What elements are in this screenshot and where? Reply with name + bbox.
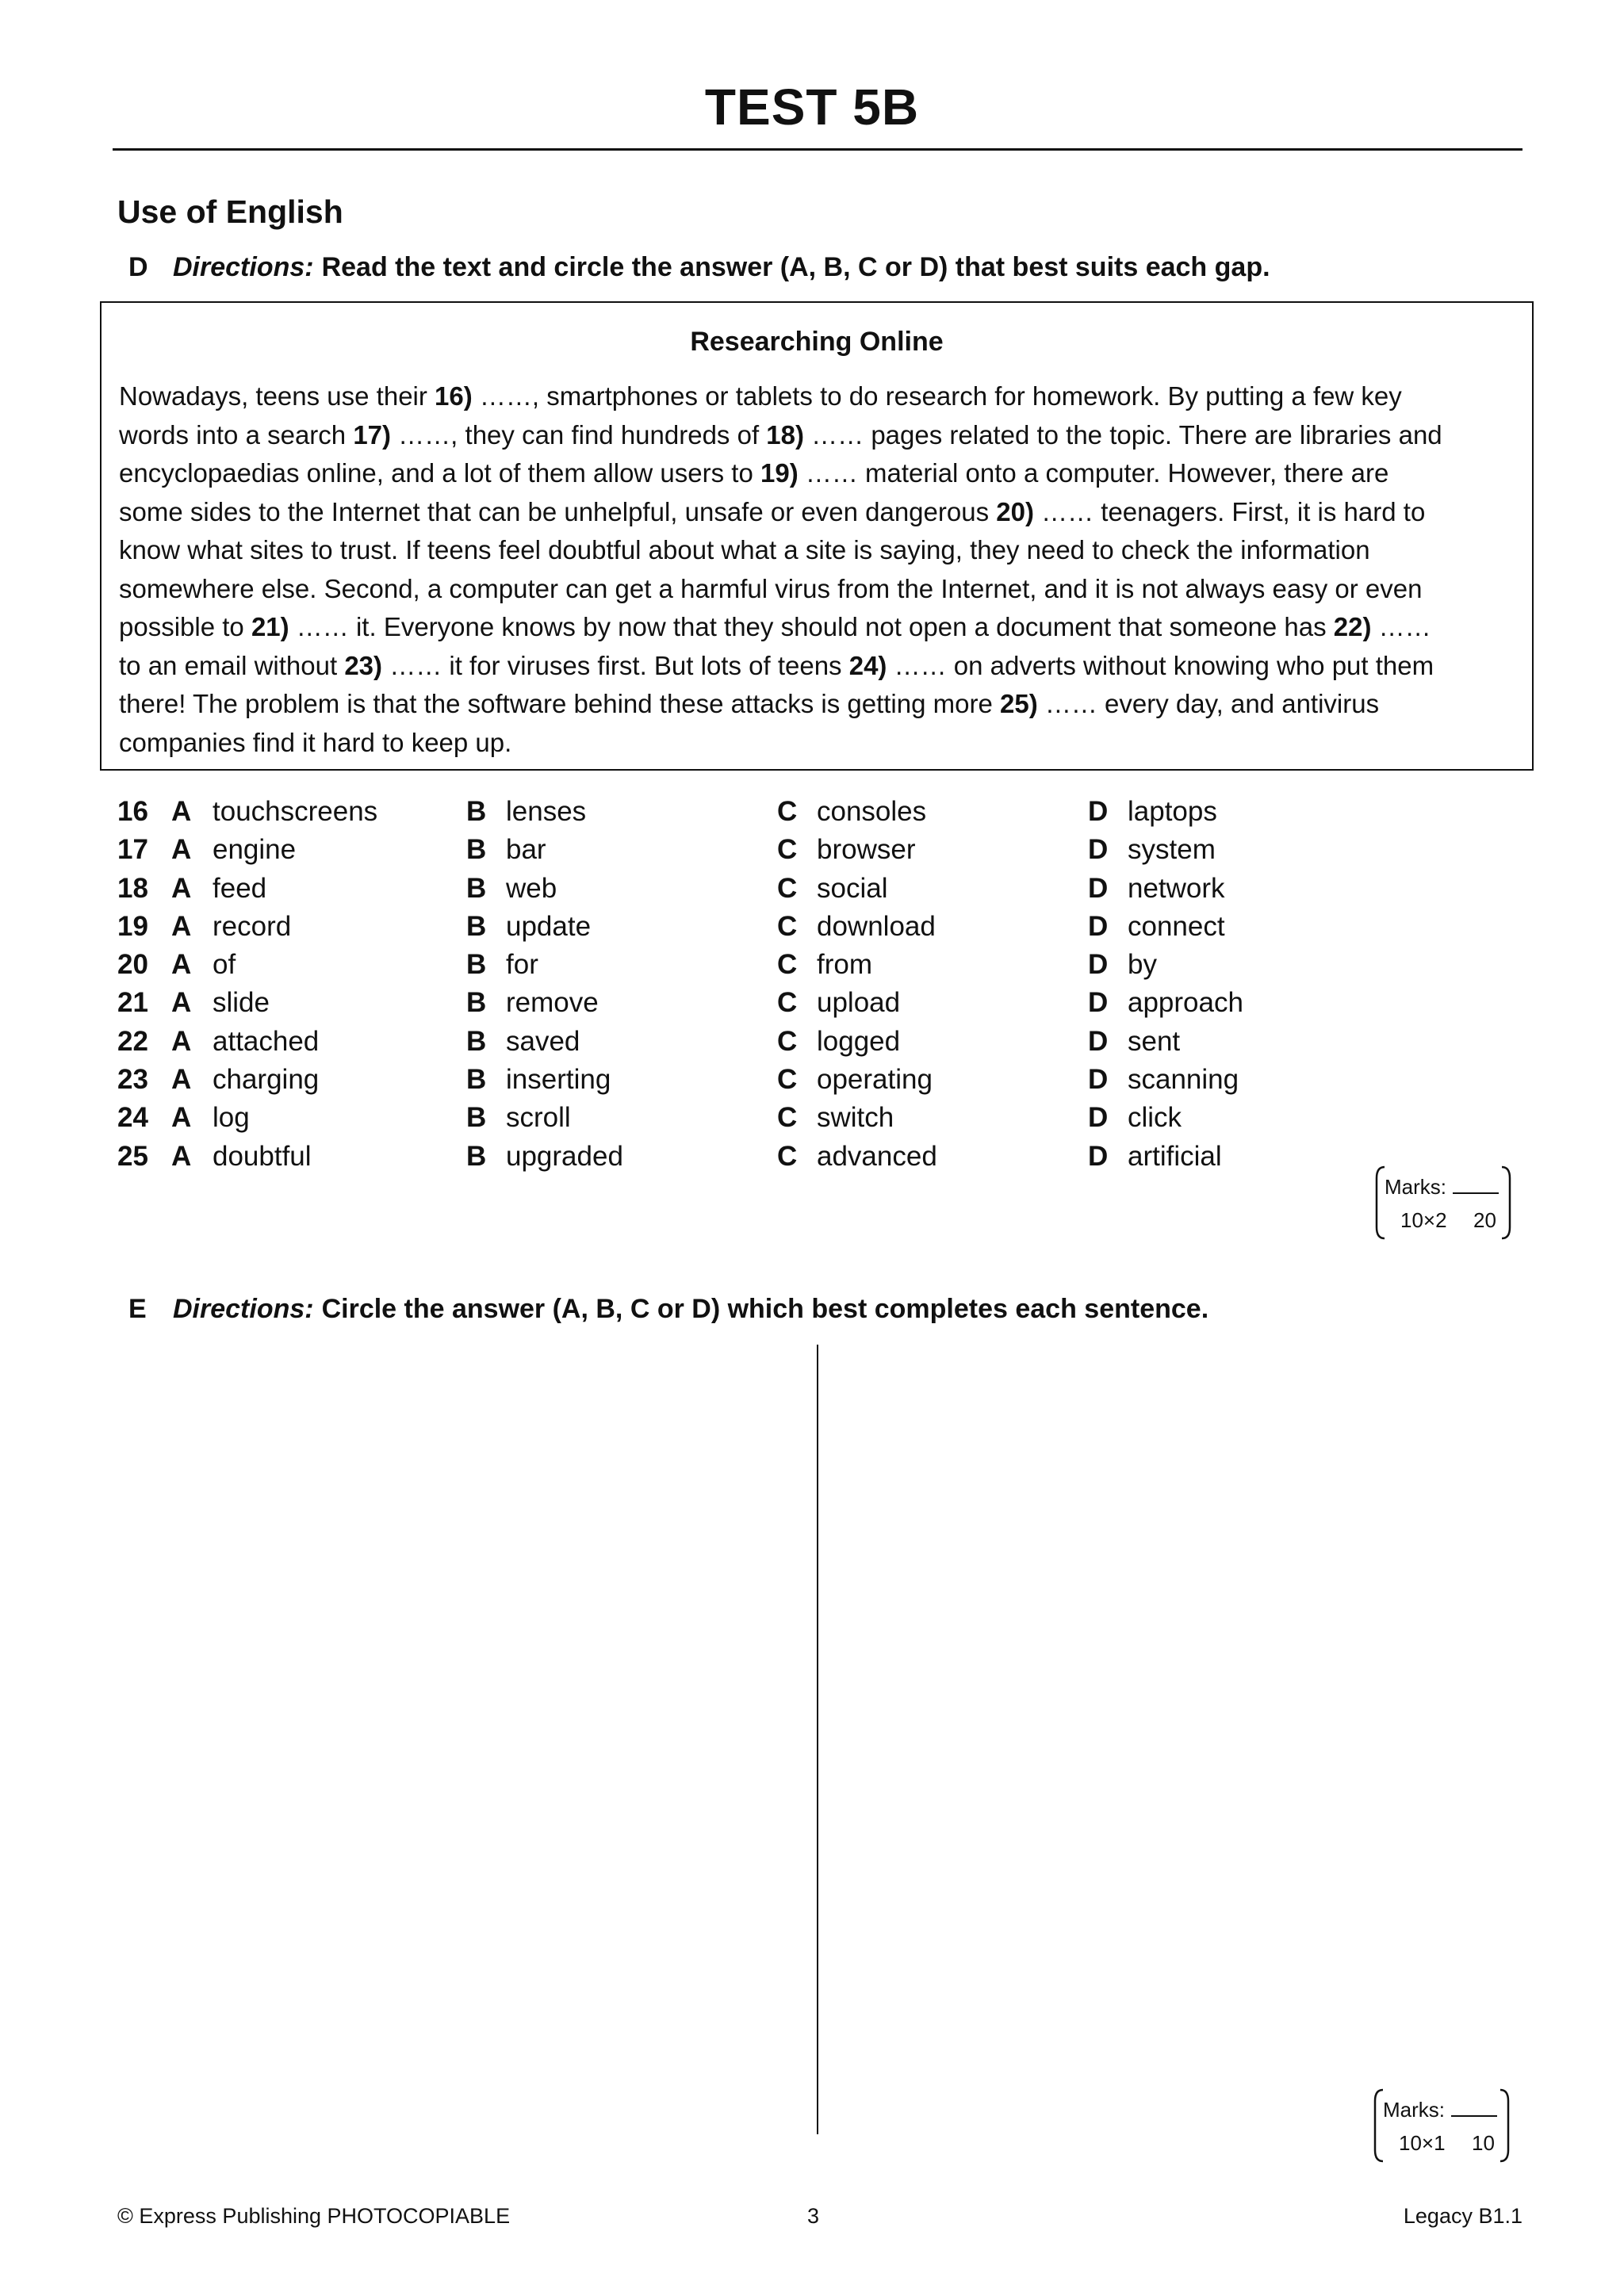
option-letter-a: A — [171, 987, 192, 1019]
option-letter-a: A — [171, 796, 192, 827]
gap-number: 17) — [353, 419, 392, 450]
question-number: 25 — [117, 1140, 148, 1172]
option-row — [117, 946, 1505, 984]
option-c[interactable]: switch — [817, 1102, 894, 1134]
option-b[interactable]: bar — [506, 834, 546, 866]
passage-title: Researching Online — [690, 327, 944, 357]
passage-line — [119, 454, 1442, 493]
passage-text-segment: ……, smartphones or tablets to do research for homework. By putting a few key — [472, 381, 1402, 411]
question-number: 16 — [117, 796, 148, 827]
option-c[interactable]: operating — [817, 1064, 933, 1096]
marks-total: 10 — [1472, 2131, 1495, 2155]
gap-number: 23) — [344, 650, 383, 680]
option-a[interactable]: doubtful — [213, 1140, 312, 1172]
passage-text-segment: somewhere else. Second, a computer can get a harmful virus from the Internet, and it is not always easy or even — [119, 573, 1423, 603]
option-letter-d: D — [1088, 834, 1109, 866]
option-a[interactable]: feed — [213, 872, 267, 904]
question-number: 23 — [117, 1064, 148, 1096]
option-a[interactable]: touchscreens — [213, 796, 378, 827]
question-number: 21 — [117, 987, 148, 1019]
part-e-directions-label: Directions: — [173, 1294, 314, 1324]
passage-text-segment: to an email without — [119, 650, 345, 680]
marks-blank — [1451, 2098, 1497, 2117]
option-row — [117, 831, 1505, 869]
option-row — [117, 870, 1505, 908]
option-d[interactable]: system — [1128, 834, 1216, 866]
part-d-options — [117, 793, 1505, 1176]
question-number: 24 — [117, 1102, 148, 1134]
option-a[interactable]: engine — [213, 834, 297, 866]
option-b[interactable]: remove — [506, 987, 599, 1019]
gap-number: 24) — [848, 650, 887, 680]
option-letter-c: C — [777, 796, 798, 827]
marks-calc: 10×2 — [1400, 1208, 1447, 1232]
part-e-letter: E — [128, 1294, 147, 1324]
passage-text-segment: some sides to the Internet that can be unhelpful, unsafe or even dangerous — [119, 496, 997, 526]
option-letter-d: D — [1088, 949, 1109, 981]
option-c[interactable]: advanced — [817, 1140, 937, 1172]
question-number: 17 — [117, 834, 148, 866]
part-d-directions-text: Read the text and circle the answer (A, B, C or D) that best suits each gap. — [321, 252, 1270, 282]
footer-book-title: Legacy B1.1 — [1403, 2204, 1522, 2228]
passage-text-segment: encyclopaedias online, and a lot of them allow users to — [119, 458, 760, 488]
passage-line — [119, 608, 1442, 647]
gap-number: 22) — [1333, 612, 1372, 641]
option-row — [117, 1023, 1505, 1061]
option-row — [117, 1061, 1505, 1099]
option-a[interactable]: slide — [213, 987, 270, 1019]
option-letter-d: D — [1088, 987, 1109, 1019]
option-letter-a: A — [171, 834, 192, 866]
option-letter-b: B — [466, 910, 487, 942]
option-letter-c: C — [777, 1025, 798, 1057]
gap-number: 20) — [996, 496, 1034, 526]
passage-text-segment: …… it. Everyone knows by now that they should not open a document that someone has — [289, 612, 1334, 641]
option-b[interactable]: web — [506, 872, 557, 904]
section-title: Use of English — [117, 193, 343, 230]
question-number: 22 — [117, 1025, 148, 1057]
passage-line — [119, 531, 1442, 570]
part-d-directions — [128, 252, 1270, 283]
passage-line — [119, 493, 1442, 532]
option-letter-d: D — [1088, 872, 1109, 904]
part-d-marks-box — [1373, 1164, 1513, 1242]
option-letter-c: C — [777, 1102, 798, 1134]
passage-text-segment: words into a search — [119, 419, 354, 450]
option-letter-d: D — [1088, 1025, 1109, 1057]
passage-text-segment: …… every day, and antivirus — [1037, 689, 1380, 718]
passage-text-segment: …… — [1371, 612, 1431, 641]
option-d[interactable]: approach — [1128, 987, 1243, 1019]
option-row — [117, 908, 1505, 946]
gap-number: 18) — [766, 419, 804, 450]
option-letter-c: C — [777, 987, 798, 1019]
option-letter-b: B — [466, 1140, 487, 1172]
option-letter-a: A — [171, 1064, 192, 1096]
passage-text — [119, 377, 1442, 762]
option-letter-b: B — [466, 796, 487, 827]
option-row — [117, 984, 1505, 1022]
option-b[interactable]: upgraded — [506, 1140, 623, 1172]
marks-calc: 10×1 — [1399, 2131, 1446, 2155]
part-e-directions — [128, 1294, 1208, 1325]
option-b[interactable]: update — [506, 910, 592, 942]
option-letter-b: B — [466, 1064, 487, 1096]
passage-text-segment: there! The problem is that the software behind these attacks is getting more — [119, 689, 1000, 718]
option-d[interactable]: scanning — [1128, 1064, 1239, 1096]
passage-text-segment: …… material onto a computer. However, there are — [798, 458, 1389, 488]
option-letter-a: A — [171, 949, 192, 981]
marks-blank — [1453, 1175, 1499, 1194]
option-letter-d: D — [1088, 796, 1109, 827]
passage-text-segment: companies find it hard to keep up. — [119, 727, 512, 757]
passage-text-segment: …… teenagers. First, it is hard to — [1033, 496, 1426, 526]
option-letter-a: A — [171, 910, 192, 942]
passage-text-segment: Nowadays, teens use their — [119, 381, 435, 411]
question-number: 18 — [117, 872, 148, 904]
option-c[interactable]: download — [817, 910, 936, 942]
option-letter-c: C — [777, 1140, 798, 1172]
option-d[interactable]: network — [1128, 872, 1225, 904]
column-divider — [817, 1345, 818, 2134]
page-title: TEST 5B — [704, 78, 920, 136]
question-number: 20 — [117, 949, 148, 981]
passage-text-segment: possible to — [119, 612, 251, 641]
passage-line — [119, 647, 1442, 686]
option-letter-c: C — [777, 1064, 798, 1096]
option-a[interactable]: charging — [213, 1064, 320, 1096]
marks-label: Marks: — [1383, 2098, 1497, 2122]
passage-text-segment: …… pages related to the topic. There are libraries and — [803, 419, 1442, 450]
passage-text-segment: …… it for viruses first. But lots of teens — [382, 650, 849, 680]
part-e-marks-box — [1372, 2087, 1511, 2164]
part-e-directions-text: Circle the answer (A, B, C or D) which best completes each sentence. — [321, 1294, 1209, 1324]
marks-total: 20 — [1473, 1208, 1496, 1232]
title-divider — [113, 148, 1522, 151]
option-row — [117, 1099, 1505, 1137]
passage-text-segment: know what sites to trust. If teens feel doubtful about what a site is saying, they need to check the information — [119, 535, 1370, 564]
option-letter-a: A — [171, 1140, 192, 1172]
passage-text-segment: ……, they can find hundreds of — [391, 419, 767, 450]
option-a[interactable]: log — [213, 1102, 250, 1134]
option-letter-c: C — [777, 834, 798, 866]
option-letter-c: C — [777, 949, 798, 981]
option-a[interactable]: record — [213, 910, 292, 942]
passage-line — [119, 570, 1442, 609]
option-c[interactable]: social — [817, 872, 888, 904]
passage-box — [100, 301, 1534, 771]
marks-label: Marks: — [1385, 1175, 1499, 1200]
option-row — [117, 1138, 1505, 1176]
option-letter-d: D — [1088, 1064, 1109, 1096]
option-d[interactable]: artificial — [1128, 1140, 1222, 1172]
option-d[interactable]: by — [1128, 949, 1157, 981]
option-letter-d: D — [1088, 910, 1109, 942]
option-b[interactable]: for — [506, 949, 538, 981]
option-letter-b: B — [466, 1102, 487, 1134]
option-letter-d: D — [1088, 1102, 1109, 1134]
passage-line — [119, 377, 1442, 416]
option-letter-a: A — [171, 1102, 192, 1134]
gap-number: 16) — [435, 381, 473, 411]
option-letter-c: C — [777, 872, 798, 904]
footer-page-number: 3 — [807, 2204, 820, 2228]
option-letter-b: B — [466, 949, 487, 981]
question-number: 19 — [117, 910, 148, 942]
option-d[interactable]: connect — [1128, 910, 1225, 942]
option-letter-b: B — [466, 987, 487, 1019]
passage-line — [119, 416, 1442, 455]
option-a[interactable]: attached — [213, 1025, 320, 1057]
option-c[interactable]: upload — [817, 987, 901, 1019]
option-letter-c: C — [777, 910, 798, 942]
option-a[interactable]: of — [213, 949, 236, 981]
gap-number: 25) — [1000, 689, 1038, 718]
option-letter-a: A — [171, 1025, 192, 1057]
option-letter-a: A — [171, 872, 192, 904]
option-c[interactable]: from — [817, 949, 872, 981]
option-row — [117, 793, 1505, 831]
option-b[interactable]: lenses — [506, 796, 587, 827]
gap-number: 21) — [251, 612, 289, 641]
option-b[interactable]: inserting — [506, 1064, 611, 1096]
option-b[interactable]: scroll — [506, 1102, 571, 1134]
option-b[interactable]: saved — [506, 1025, 580, 1057]
passage-text-segment: …… on adverts without knowing who put them — [887, 650, 1434, 680]
option-d[interactable]: click — [1128, 1102, 1182, 1134]
option-c[interactable]: logged — [817, 1025, 901, 1057]
passage-line — [119, 724, 1442, 763]
option-letter-b: B — [466, 872, 487, 904]
option-letter-d: D — [1088, 1140, 1109, 1172]
option-c[interactable]: browser — [817, 834, 916, 866]
option-c[interactable]: consoles — [817, 796, 927, 827]
gap-number: 19) — [760, 458, 799, 488]
option-d[interactable]: laptops — [1128, 796, 1217, 827]
option-letter-b: B — [466, 1025, 487, 1057]
part-d-directions-label: Directions: — [173, 252, 314, 282]
footer-copyright: © Express Publishing PHOTOCOPIABLE — [117, 2204, 511, 2228]
option-d[interactable]: sent — [1128, 1025, 1181, 1057]
part-d-letter: D — [128, 252, 148, 282]
passage-line — [119, 685, 1442, 724]
option-letter-b: B — [466, 834, 487, 866]
